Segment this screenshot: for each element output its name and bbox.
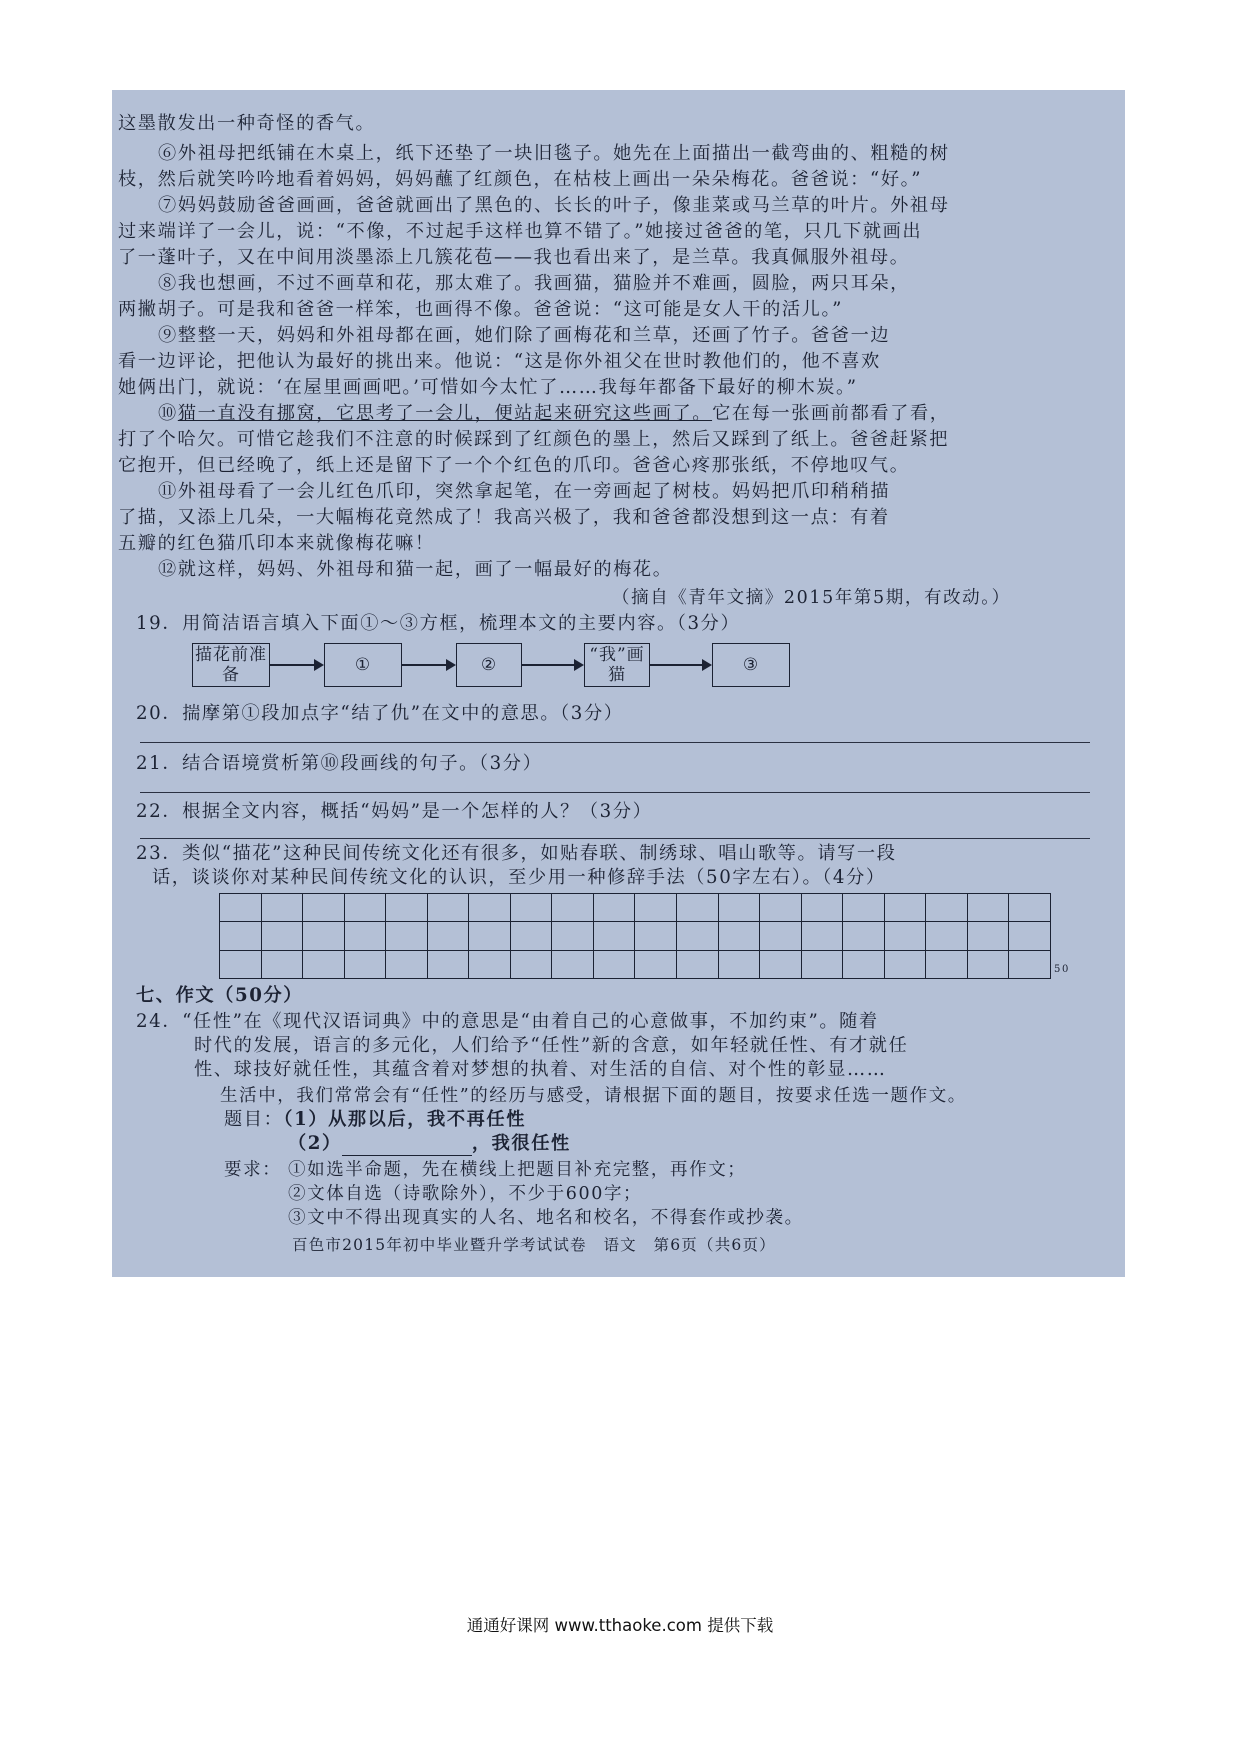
flow-arrow xyxy=(522,664,582,666)
grid-cell xyxy=(635,951,677,979)
passage-p7-line1: ⑦妈妈鼓励爸爸画画，爸爸就画出了黑色的、长长的叶子，像韭菜或马兰草的叶片。外祖母 xyxy=(158,195,950,216)
answer-line-20 xyxy=(140,742,1090,743)
question-23-line2: 话，谈谈你对某种民间传统文化的认识，至少用一种修辞手法（50字左右）。（4分） xyxy=(152,867,886,888)
grid-word-count: 50 xyxy=(1054,964,1070,975)
flow-box-1: ① xyxy=(324,643,402,687)
grid-cell xyxy=(802,894,844,922)
grid-cell xyxy=(926,951,968,979)
grid-cell xyxy=(885,951,927,979)
grid-cell xyxy=(303,894,345,922)
grid-cell xyxy=(843,951,885,979)
passage-p8-line1: ⑧我也想画，不过不画草和花，那太难了。我画猫，猫脸并不难画，圆脸，两只耳朵， xyxy=(158,273,910,294)
passage-text: 它在每一张画前都看了看， xyxy=(712,403,950,424)
exam-page-footer: 百色市2015年初中毕业暨升学考试试卷 语文 第6页（共6页） xyxy=(292,1236,776,1254)
grid-cell xyxy=(552,951,594,979)
grid-cell xyxy=(760,951,802,979)
grid-cell xyxy=(719,894,761,922)
grid-cell xyxy=(220,951,262,979)
grid-cell xyxy=(1009,951,1051,979)
grid-cell xyxy=(677,894,719,922)
grid-cell xyxy=(511,922,553,950)
requirement-1: ①如选半命题，先在横线上把题目补充完整，再作文； xyxy=(288,1160,747,1180)
writing-grid xyxy=(219,893,1051,979)
requirement-2: ②文体自选（诗歌除外），不少于600字； xyxy=(288,1184,643,1204)
essay-intro: 生活中，我们常常会有“任性”的经历与感受，请根据下面的题目，按要求任选一题作文。 xyxy=(220,1086,967,1106)
grid-cell xyxy=(594,894,636,922)
question-23-line1: 23．类似“描花”这种民间传统文化还有很多，如贴春联、制绣球、唱山歌等。请写一段 xyxy=(136,843,897,864)
question-24-line2: 时代的发展，语言的多元化，人们给予“任性”新的含意，如年轻就任性、有才就任 xyxy=(194,1035,909,1056)
grid-cell xyxy=(262,894,304,922)
grid-cell xyxy=(220,922,262,950)
flow-box-start: 描花前准备 xyxy=(192,643,270,687)
grid-cell xyxy=(303,951,345,979)
question-22: 22．根据全文内容，概括“妈妈”是一个怎样的人？（3分） xyxy=(136,801,653,822)
grid-cell xyxy=(220,894,262,922)
grid-cell xyxy=(386,922,428,950)
passage-p11-line3: 五瓣的红色猫爪印本来就像梅花嘛！ xyxy=(118,533,435,554)
grid-cell xyxy=(635,894,677,922)
grid-cell xyxy=(719,922,761,950)
grid-cell xyxy=(802,922,844,950)
download-watermark: 通通好课网 www.tthaoke.com 提供下载 xyxy=(466,1616,774,1635)
grid-cell xyxy=(511,951,553,979)
grid-cell xyxy=(926,922,968,950)
answer-line-22 xyxy=(140,838,1090,839)
passage-p9-line3: 她俩出门，就说：‘在屋里画画吧。’可惜如今太忙了……我每年都备下最好的柳木炭。” xyxy=(118,377,858,398)
passage-p8-line2: 两撇胡子。可是我和爸爸一样笨，也画得不像。爸爸说：“这可能是女人干的活儿。” xyxy=(118,299,844,320)
essay-title-1: （1）从那以后，我不再任性 xyxy=(283,1109,526,1130)
essay-title-1-row xyxy=(224,1108,526,1132)
flow-arrow xyxy=(402,664,454,666)
grid-cell xyxy=(968,951,1010,979)
grid-cell xyxy=(552,922,594,950)
paragraph-number: ⑩ xyxy=(158,403,178,424)
requirement-3: ③文中不得出现真实的人名、地名和校名，不得套作或抄袭。 xyxy=(288,1208,804,1228)
flow-box-me-draw-cat: “我”画猫 xyxy=(584,643,650,687)
grid-cell xyxy=(885,894,927,922)
title-blank xyxy=(342,1137,472,1156)
grid-cell xyxy=(926,894,968,922)
grid-cell xyxy=(968,894,1010,922)
flow-arrow xyxy=(270,664,322,666)
passage-p9-line2: 看一边评论，把他认为最好的挑出来。他说：“这是你外祖父在世时教他们的，他不喜欢 xyxy=(118,351,881,372)
grid-cell xyxy=(1009,894,1051,922)
passage-p9-line1: ⑨整整一天，妈妈和外祖母都在画，她们除了画梅花和兰草，还画了竹子。爸爸一边 xyxy=(158,325,891,346)
flow-box-3: ③ xyxy=(712,643,790,687)
underlined-sentence: 猫一直没有挪窝，它思考了一会儿，便站起来研究这些画了。 xyxy=(177,403,713,424)
grid-cell xyxy=(677,951,719,979)
grid-cell xyxy=(677,922,719,950)
grid-cell xyxy=(760,922,802,950)
essay-section-title: 七、作文（50分） xyxy=(136,985,304,1006)
grid-cell xyxy=(428,894,470,922)
grid-cell xyxy=(594,951,636,979)
grid-cell xyxy=(802,951,844,979)
passage-p10-line1 xyxy=(158,402,950,426)
passage-p11-line2: 了描，又添上几朵，一大幅梅花竟然成了！我高兴极了，我和爸爸都没想到这一点：有着 xyxy=(118,507,890,528)
grid-cell xyxy=(635,922,677,950)
passage-p10-line2: 打了个哈欠。可惜它趁我们不注意的时候踩到了红颜色的墨上，然后又踩到了纸上。爸爸赶紧把 xyxy=(118,429,950,450)
essay-title-2-num: （2） xyxy=(288,1133,342,1154)
passage-line: 这墨散发出一种奇怪的香气。 xyxy=(118,113,376,134)
grid-cell xyxy=(885,922,927,950)
passage-source: （摘自《青年文摘》2015年第5期，有改动。） xyxy=(612,588,1011,608)
requirements-label: 要求： xyxy=(224,1160,282,1180)
flow-arrow xyxy=(650,664,710,666)
grid-cell xyxy=(428,951,470,979)
passage-p12: ⑫就这样，妈妈、外祖母和猫一起，画了一幅最好的梅花。 xyxy=(158,559,673,580)
grid-cell xyxy=(843,894,885,922)
flow-diagram xyxy=(192,643,792,693)
grid-cell xyxy=(469,894,511,922)
grid-cell xyxy=(262,922,304,950)
grid-cell xyxy=(594,922,636,950)
grid-cell xyxy=(345,894,387,922)
grid-cell xyxy=(303,922,345,950)
passage-p7-line2: 过来端详了一会儿，说：“不像，不过起手这样也算不错了。”她接过爸爸的笔，只几下就画出 xyxy=(118,221,923,242)
grid-cell xyxy=(262,951,304,979)
passage-p10-line3: 它抱开，但已经晚了，纸上还是留下了一个个红色的爪印。爸爸心疼那张纸，不停地叹气。 xyxy=(118,455,910,476)
passage-p7-line3: 了一蓬叶子，又在中间用淡墨添上几簇花苞——我也看出来了，是兰草。我真佩服外祖母。 xyxy=(118,247,910,268)
grid-cell xyxy=(843,922,885,950)
question-24-line1: 24．“任性”在《现代汉语词典》中的意思是“由着自己的心意做事，不加约束”。随着 xyxy=(136,1011,879,1032)
essay-title-2-rest: ，我很任性 xyxy=(471,1133,571,1154)
grid-cell xyxy=(511,894,553,922)
passage-p6-line1: ⑥外祖母把纸铺在木桌上，纸下还垫了一块旧毯子。她先在上面描出一截弯曲的、粗糙的树 xyxy=(158,143,950,164)
grid-cell xyxy=(386,894,428,922)
question-19: 19．用简洁语言填入下面①～③方框，梳理本文的主要内容。（3分） xyxy=(136,613,741,634)
essay-title-2-row xyxy=(288,1132,571,1156)
scanned-exam-page xyxy=(112,90,1125,1277)
grid-cell xyxy=(469,922,511,950)
question-21: 21．结合语境赏析第⑩段画线的句子。（3分） xyxy=(136,753,543,774)
title-label: 题目： xyxy=(224,1109,284,1130)
question-24-line3: 性、球技好就任性，其蕴含着对梦想的执着、对生活的自信、对个性的彰显…… xyxy=(194,1059,887,1080)
grid-cell xyxy=(968,922,1010,950)
passage-p6-line2: 枝，然后就笑吟吟地看着妈妈，妈妈蘸了红颜色，在枯枝上画出一朵朵梅花。爸爸说：“好。” xyxy=(118,169,923,190)
answer-line-21 xyxy=(140,792,1090,793)
flow-box-2: ② xyxy=(456,643,522,687)
grid-cell xyxy=(1009,922,1051,950)
grid-cell xyxy=(345,951,387,979)
grid-cell xyxy=(469,951,511,979)
grid-cell xyxy=(552,894,594,922)
grid-cell xyxy=(760,894,802,922)
passage-p11-line1: ⑪外祖母看了一会儿红色爪印，突然拿起笔，在一旁画起了树枝。妈妈把爪印稍稍描 xyxy=(158,481,891,502)
question-20: 20．揣摩第①段加点字“结了仇”在文中的意思。（3分） xyxy=(136,703,624,724)
grid-cell xyxy=(345,922,387,950)
grid-cell xyxy=(386,951,428,979)
grid-cell xyxy=(719,951,761,979)
grid-cell xyxy=(428,922,470,950)
